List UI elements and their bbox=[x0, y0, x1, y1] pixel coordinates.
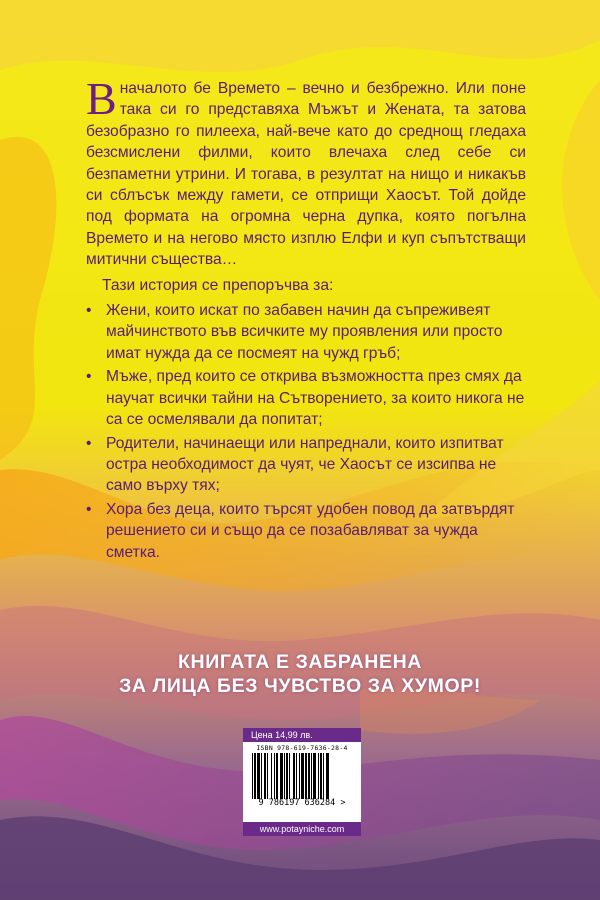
barcode-bar bbox=[271, 753, 272, 799]
barcode-bar bbox=[264, 753, 266, 799]
barcode-bar bbox=[267, 753, 268, 799]
banner-line-2: ЗА ЛИЦА БЕЗ ЧУВСТВО ЗА ХУМОР! bbox=[119, 675, 481, 697]
barcode-bar bbox=[313, 753, 316, 799]
barcode-bar bbox=[276, 753, 278, 799]
drop-cap: В bbox=[86, 73, 117, 124]
list-item: • Хора без деца, които търсят удобен повод да затвърдят решението си и също да се позабавляват за чужда сметка. bbox=[86, 500, 515, 561]
barcode-bar bbox=[305, 753, 307, 799]
bullet-icon: • bbox=[86, 302, 92, 320]
barcode-bar bbox=[261, 753, 262, 799]
barcode-digits: 9 786197 636284 > bbox=[258, 798, 346, 808]
intro-paragraph bbox=[86, 73, 526, 271]
barcode-bar bbox=[323, 753, 324, 799]
price-label: Цена 14,99 лв. bbox=[243, 728, 361, 742]
barcode-bar bbox=[296, 753, 297, 799]
barcode-bar bbox=[280, 753, 283, 799]
isbn-text: ISBN 978-619-7636-28-4 bbox=[256, 744, 348, 752]
barcode-bar bbox=[284, 753, 285, 799]
list-item: • Родители, начинаещи или напреднали, които изпитват остра необходимост да чуят, че Хаосът се изсипва не само върху тях; bbox=[86, 434, 504, 495]
humor-warning-banner bbox=[0, 650, 600, 698]
publisher-url: www.potayniche.com bbox=[243, 822, 361, 836]
barcode-bar bbox=[320, 753, 322, 799]
recommend-label: Тази история се препоръчва за: bbox=[102, 276, 334, 294]
barcode-bar bbox=[254, 753, 256, 799]
barcode-bar bbox=[286, 753, 288, 799]
intro-text: началото бе Времето – вечно и безбрежно. Или поне така си го представяха Мъжът и Жената, та затова безобразно го пилееха, най-вече като до среднощ гледаха безсмислени филми, които влечаха след себе си безпаметни утрини. И тогава, в резултат на нищо и никакъв си сблъсък между гамети, се отприщи Хаосът. Той дойде под формата на огромна черна дупка, която погълна Времето и на негово място изплю Елфи и куп съпътстващи митични същества… bbox=[86, 80, 526, 269]
banner-line-1: КНИГАТА Е ЗАБРАНЕНА bbox=[178, 651, 422, 673]
audience-list bbox=[86, 300, 526, 563]
barcode-box bbox=[243, 728, 361, 836]
barcode-bar bbox=[252, 753, 253, 799]
barcode-bar bbox=[308, 753, 310, 799]
barcode-bar bbox=[311, 753, 312, 799]
barcode-bar bbox=[257, 753, 260, 799]
barcode-bar bbox=[326, 753, 329, 799]
list-item: • Мъже, пред които се открива възможността през смях да научат всички тайни на Сътворението, за които никога не са се осмелявали да попитат; bbox=[86, 368, 525, 429]
back-cover-text bbox=[86, 73, 526, 565]
bullet-icon: • bbox=[86, 434, 92, 452]
list-item: • Жени, които искат по забавен начин да съпреживеят майчинството във всичките му проявления или просто имат нужда да се посмеят на чужд гръб; bbox=[86, 302, 503, 362]
barcode-bar bbox=[274, 753, 275, 799]
barcode-bar bbox=[301, 753, 304, 799]
barcode-bar bbox=[318, 753, 319, 799]
barcode-bar bbox=[289, 753, 290, 799]
barcode-bar bbox=[299, 753, 300, 799]
bullet-icon: • bbox=[86, 368, 92, 386]
barcode-bar bbox=[293, 753, 295, 799]
bullet-icon: • bbox=[86, 500, 92, 518]
barcode-icon bbox=[250, 753, 354, 799]
